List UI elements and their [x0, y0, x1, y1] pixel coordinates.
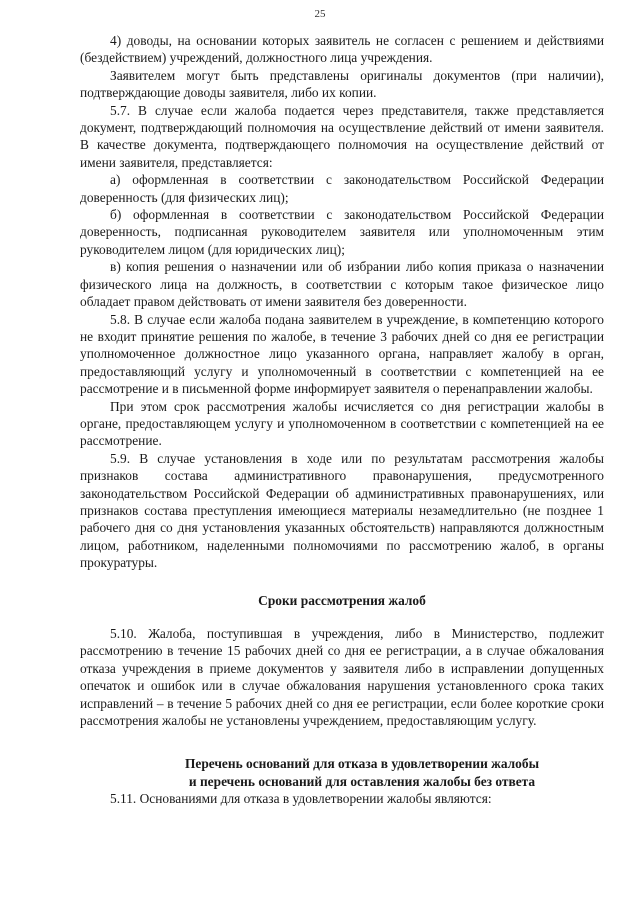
paragraph-originals: Заявителем могут быть представлены оригиналы документов (при наличии), подтверждающие доводы заявителя, либо их копии.	[80, 67, 604, 101]
paragraph-5-10: 5.10. Жалоба, поступившая в учреждения, либо в Министерство, подлежит рассмотрению в течение 15 рабочих дней со дня ее регистрации, а в случае обжалования отказа учреждения в приеме документов у заявителя либо в исправлении допущенных опечаток и ошибок или в случае обжалования нарушения установленного срока таких исправлений – в течение 5 рабочих дней со дня ее регистрации, если более короткие сроки рассмотрения жалобы не установлены учреждением, предоставляющим услугу.	[80, 626, 604, 729]
section-heading-refusal-grounds	[80, 755, 604, 790]
paragraph-item-b: б) оформленная в соответствии с законодательством Российской Федерации доверенность, подписанная руководителем заявителя или уполномоченным этим руководителем лицом (для юридических лиц);	[80, 207, 604, 257]
paragraph-item-4: 4) доводы, на основании которых заявитель не согласен с решением и действиями (бездействием) учреждений, должностного лица учреждения.	[80, 33, 604, 66]
document-body	[80, 32, 604, 808]
section-heading-review-terms: Сроки рассмотрения жалоб	[258, 592, 426, 608]
paragraph-5-8: 5.8. В случае если жалоба подана заявителем в учреждение, в компетенцию которого не входит принятие решения по жалобе, в течение 3 рабочих дней со дня ее регистрации уполномоченное должностное лицо указанного органа, направляет жалобу в орган, предоставляющий услугу и уполномоченный в соответствии с компетенцией на ее рассмотрение и в письменной форме информирует заявителя о перенаправлении жалобы.	[80, 311, 604, 397]
section-heading-line-1: Перечень оснований для отказа в удовлетворении жалобы	[184, 756, 540, 772]
paragraph-item-a: а) оформленная в соответствии с законодательством Российской Федерации доверенность (для физических лиц);	[80, 172, 604, 205]
paragraph-5-9: 5.9. В случае установления в ходе или по результатам рассмотрения жалобы признаков состава административного правонарушения, предусмотренного законодательством Российской Федерации об административных правонарушениях, или признаков состава преступления имеющиеся материалы незамедлительно (не позднее 1 рабочего дня со дня установления указанных обстоятельств) направляются должностным лицом, работником, наделенными полномочиями по рассмотрению жалоб, в органы прокуратуры.	[80, 450, 604, 571]
section-heading-line-2: и перечень оснований для оставления жалобы без ответа	[188, 773, 536, 789]
paragraph-item-v: в) копия решения о назначении или об избрании либо копия приказа о назначении физического лица на должность, в соответствии с которым такое физическое лицо обладает правом действовать от имени заявителя без доверенности.	[80, 259, 604, 310]
page-number: 25	[314, 8, 326, 20]
paragraph-term: При этом срок рассмотрения жалобы исчисляется со дня регистрации жалобы в органе, предоставляющем услугу и уполномоченном в соответствии с компетенцией на ее рассмотрение.	[80, 398, 604, 449]
paragraph-5-11: 5.11. Основаниями для отказа в удовлетворении жалобы являются:	[110, 791, 492, 807]
paragraph-5-7: 5.7. В случае если жалоба подается через представителя, также представляется документ, подтверждающий полномочия на осуществление действий от имени заявителя. В качестве документа, подтверждающего полномочия на осуществление действий от имени заявителя, представляется:	[80, 102, 604, 170]
